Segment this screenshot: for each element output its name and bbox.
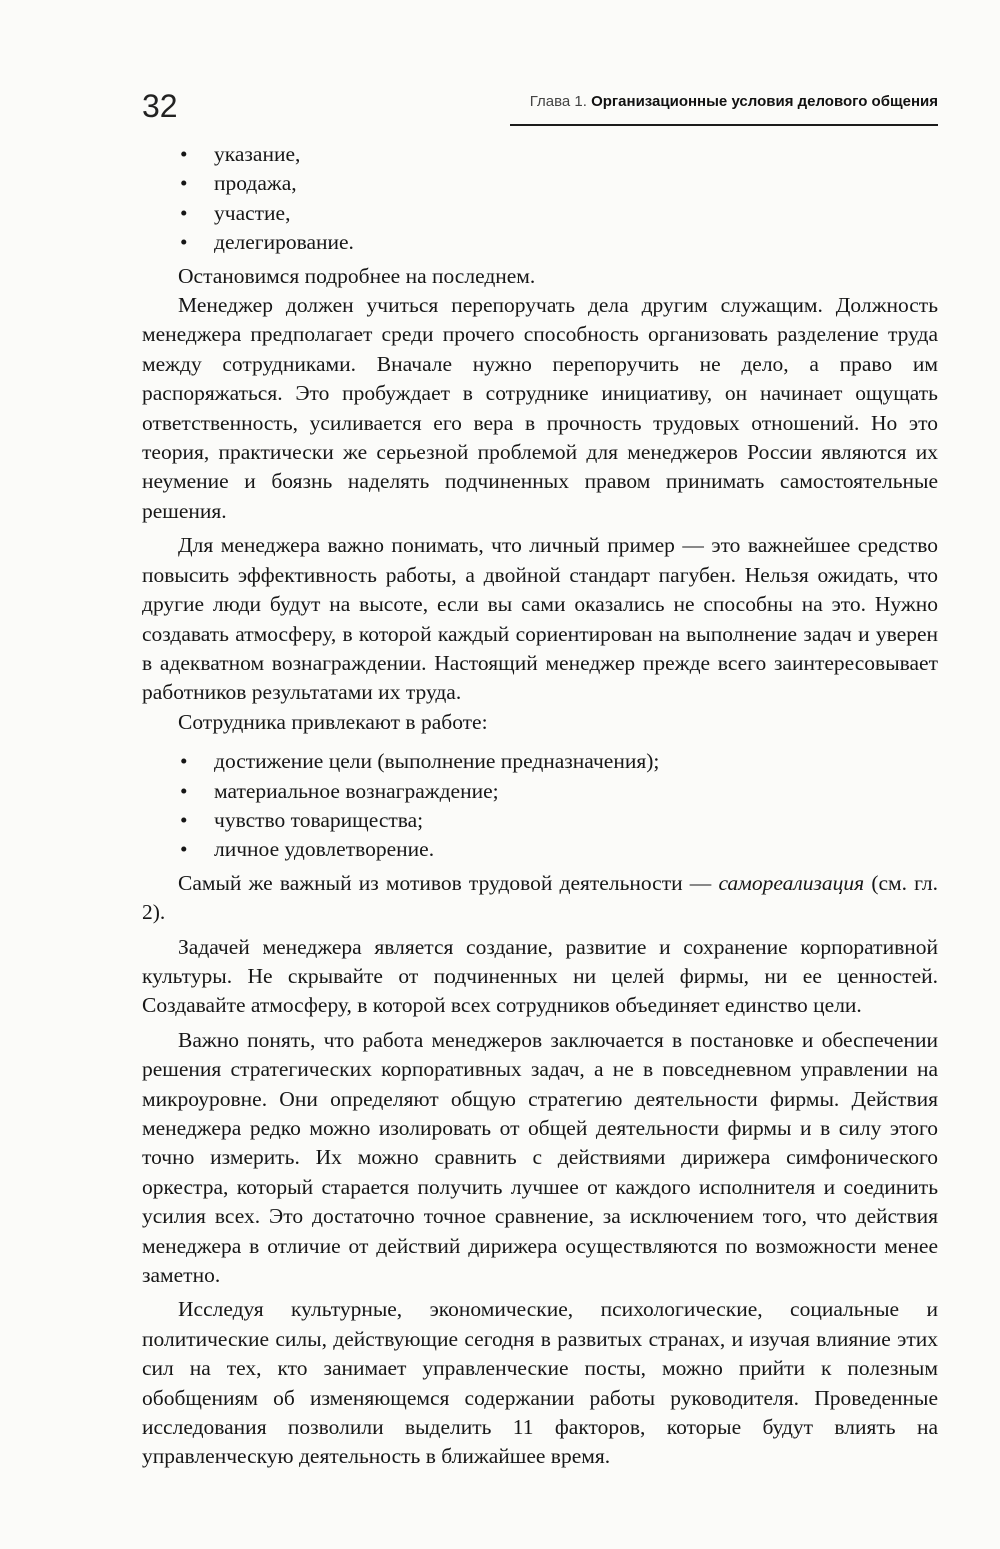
bullet-icon: •	[180, 230, 188, 255]
paragraph: Для менеджера важно понимать, что личный пример — это важнейшее средство повысить эффективность работы, а двойной стандарт пагубен. Нельзя ожидать, что другие люди будут на высоте, если вы сами оказались не способны на это. Нужно создавать атмосферу, в которой каждый сориентирован на выполнение задач и уверен в адекватном вознаграждении. Настоящий менеджер прежде всего заинтересовывает работников результатами их труда.	[142, 533, 938, 705]
bullet-icon: •	[180, 778, 188, 803]
bullet-icon: •	[180, 749, 188, 774]
list-item: • указание,	[142, 140, 938, 169]
list-item: • личное удовлетворение.	[142, 835, 938, 864]
paragraph: Исследуя культурные, экономические, психологические, социальные и политические силы, действующие сегодня в развитых странах, и изучая влияние этих сил на тех, кто занимает управленческие посты, можно прийти к полезным обобщениям об изменяющемся содержании работы руководителя. Проведенные исследования позволили выделить 11 факторов, которые будут влиять на управленческую деятельность в ближайшее время.	[142, 1297, 938, 1469]
bullet-list-leadership-styles	[142, 140, 938, 258]
emphasis-term: самореализация	[718, 870, 865, 895]
bullet-icon: •	[180, 171, 188, 196]
paragraph-self-realization: Самый же важный из мотивов трудовой деятельности — самореализация (см. гл. 2).	[142, 870, 938, 925]
bullet-icon: •	[180, 807, 188, 832]
list-item: • участие,	[142, 199, 938, 228]
bullet-icon: •	[180, 142, 188, 166]
body-text	[142, 140, 938, 1472]
bullet-icon: •	[180, 837, 188, 862]
paragraph: Менеджер должен учиться перепоручать дела другим служащим. Должность менеджера предполагает среди прочего способность организовать разделение труда между сотрудниками. Вначале нужно перепоручить не дело, а право им распоряжаться. Это пробуждает в сотруднике инициативу, он начинает ощущать ответственность, усиливается его вера в прочность трудовых отношений. Но это теория, практически же серьезной проблемой для менеджеров России являются их неумение и боязнь наделять подчиненных правом принимать самостоятельные решения.	[142, 293, 938, 523]
chapter-label: Глава 1.	[529, 93, 587, 110]
bullet-icon: •	[180, 200, 188, 225]
list-item: • чувство товарищества;	[142, 806, 938, 835]
paragraph: Сотрудника привлекают в работе:	[178, 709, 488, 734]
list-item: • делегирование.	[142, 228, 938, 257]
paragraph: Остановимся подробнее на последнем.	[178, 263, 536, 288]
running-header	[142, 86, 938, 126]
list-item: • материальное вознаграждение;	[142, 777, 938, 806]
paragraph: Задачей менеджера является создание, развитие и сохранение корпоративной культуры. Не скрывайте от подчиненных ни целей фирмы, ни ее ценностей. Создавайте атмосферу, в которой всех сотрудников объединяет единство цели.	[142, 934, 938, 1018]
chapter-name: Организационные условия делового общения	[591, 93, 938, 110]
paragraph: Важно понять, что работа менеджеров заключается в постановке и обеспечении решения стратегических корпоративных задач, а не в повседневном управлении на микроуровне. Они определяют общую стратегию деятельности фирмы. Действия менеджера редко можно изолировать от общей деятельности фирмы и в силу этого точно измерить. Их можно сравнить с действиями дирижера симфонического оркестра, который старается получить лучшее от каждого исполнителя и соединить усилия всех. Это достаточно точное сравнение, за исключением того, что действия менеджера в отличие от действий дирижера осуществляются по возможности менее заметно.	[142, 1027, 938, 1288]
chapter-title	[530, 92, 938, 112]
header-rule	[510, 124, 938, 126]
page-number: 32	[142, 88, 178, 124]
list-item: • достижение цели (выполнение предназначения);	[142, 747, 938, 776]
list-item: • продажа,	[142, 169, 938, 198]
bullet-list-motivators	[142, 747, 938, 865]
